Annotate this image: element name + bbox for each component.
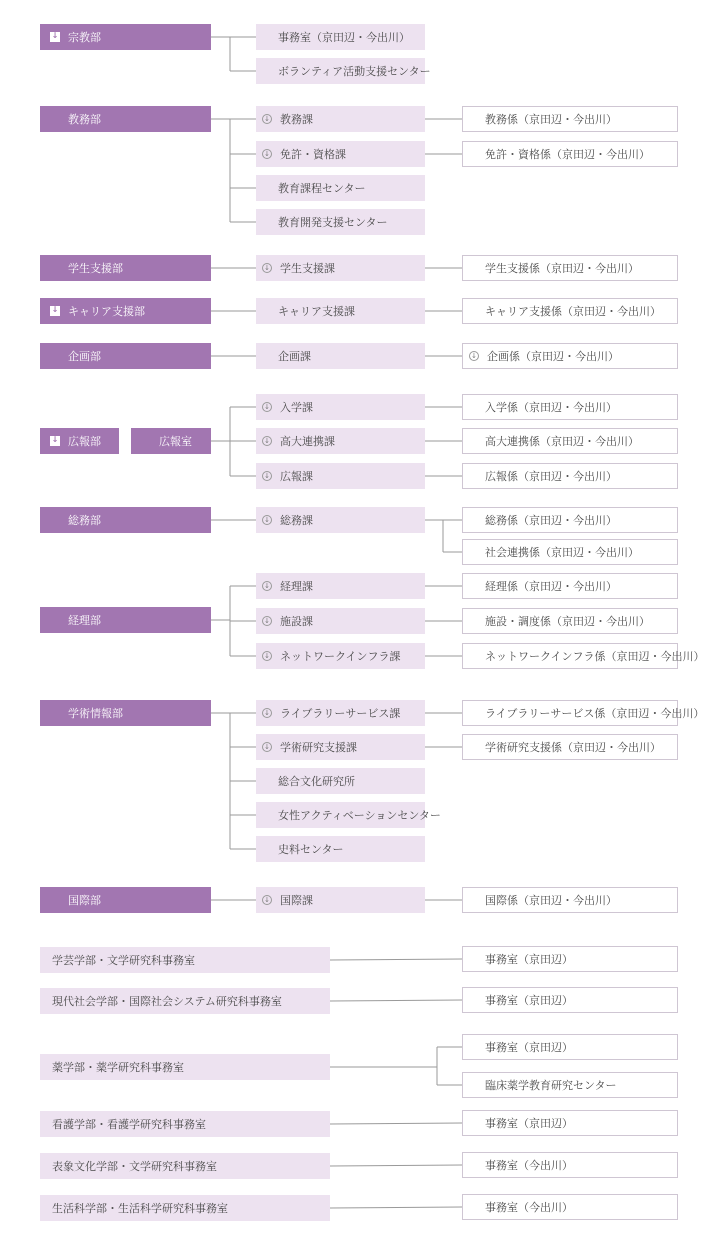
section-box-label: 教育課程センター	[278, 182, 366, 195]
section-box[interactable]	[256, 887, 425, 913]
faculty-office-box-label: 現代社会学部・国際社会システム研究科事務室	[52, 995, 282, 1008]
section-box-label: 教務課	[280, 113, 313, 126]
unit-box	[462, 887, 678, 913]
download-circle-icon[interactable]: ↓	[469, 351, 479, 361]
section-box-label: ネットワークインフラ課	[280, 650, 401, 663]
department-box-label: 教務部	[68, 113, 101, 126]
unit-box	[462, 700, 705, 726]
download-circle-icon[interactable]: ↓	[262, 616, 272, 626]
department-box	[40, 607, 211, 633]
faculty-office-box-label: 学芸学部・文学研究科事務室	[52, 954, 195, 967]
department-box-label: キャリア支援部	[68, 305, 145, 318]
office-box	[131, 428, 211, 454]
section-box-label: 総合文化研究所	[278, 775, 355, 788]
office-box-label: 広報室	[159, 435, 192, 448]
faculty-office-box	[40, 1153, 330, 1179]
department-box-label: 学術情報部	[68, 707, 123, 720]
unit-box-label: ネットワークインフラ係（京田辺・今出川）	[485, 650, 705, 663]
faculty-office-box	[40, 947, 330, 973]
section-box-label: 学生支援課	[280, 262, 335, 275]
unit-box-label: 事務室（京田辺）	[485, 1117, 573, 1130]
section-box[interactable]	[256, 507, 425, 533]
department-box	[40, 255, 211, 281]
section-box	[256, 24, 425, 50]
section-box-label: ボランティア活動支援センター	[278, 65, 431, 78]
section-box-label: 経理課	[280, 580, 313, 593]
unit-box	[462, 946, 678, 972]
section-box[interactable]	[256, 463, 425, 489]
download-circle-icon[interactable]: ↓	[262, 114, 272, 124]
unit-box-label: 事務室（京田辺）	[485, 1041, 573, 1054]
faculty-office-box	[40, 1054, 330, 1080]
faculty-office-box-label: 生活科学部・生活科学研究科事務室	[52, 1202, 228, 1215]
download-circle-icon[interactable]: ↓	[262, 149, 272, 159]
faculty-office-box-label: 看護学部・看護学研究科事務室	[52, 1118, 206, 1131]
section-box-label: 施設課	[280, 615, 313, 628]
connector	[330, 959, 462, 960]
unit-box-label: 教務係（京田辺・今出川）	[485, 113, 617, 126]
unit-box	[462, 1194, 678, 1220]
department-box	[40, 343, 211, 369]
department-box-label: 総務部	[68, 514, 101, 527]
download-circle-icon[interactable]: ↓	[262, 471, 272, 481]
section-box	[256, 802, 441, 828]
section-box[interactable]	[256, 608, 425, 634]
unit-box-label: 事務室（今出川）	[485, 1159, 573, 1172]
department-box	[40, 700, 211, 726]
department-box-label: 企画部	[68, 350, 101, 363]
section-box-label: 企画課	[278, 350, 311, 363]
section-box-label: キャリア支援課	[278, 305, 355, 318]
unit-box-label: 高大連携係（京田辺・今出川）	[485, 435, 639, 448]
unit-box	[462, 1034, 678, 1060]
unit-box	[462, 573, 678, 599]
unit-box	[462, 141, 678, 167]
department-box[interactable]	[40, 428, 119, 454]
connector	[330, 1123, 462, 1124]
unit-box	[462, 1152, 678, 1178]
download-square-icon[interactable]: ↓	[51, 435, 59, 444]
unit-box-label: 総務係（京田辺・今出川）	[485, 514, 617, 527]
unit-box	[462, 1072, 678, 1098]
unit-box-label: 入学係（京田辺・今出川）	[485, 401, 617, 414]
department-box	[40, 887, 211, 913]
download-circle-icon[interactable]: ↓	[262, 263, 272, 273]
department-box-label: 宗教部	[68, 31, 101, 44]
section-box-label: 広報課	[280, 470, 313, 483]
unit-box-label: ライブラリーサービス係（京田辺・今出川）	[485, 707, 705, 720]
section-box[interactable]	[256, 394, 425, 420]
section-box	[256, 836, 425, 862]
section-box-label: 学術研究支援課	[280, 741, 357, 754]
unit-box-label: 学術研究支援係（京田辺・今出川）	[485, 741, 661, 754]
unit-box-label: 事務室（京田辺）	[485, 953, 573, 966]
section-box[interactable]	[256, 106, 425, 132]
faculty-office-box	[40, 1111, 330, 1137]
section-box[interactable]	[256, 428, 425, 454]
connector	[330, 1207, 462, 1208]
section-box	[256, 209, 425, 235]
unit-box	[462, 106, 678, 132]
section-box	[256, 768, 425, 794]
section-box-label: 事務室（京田辺・今出川）	[278, 31, 410, 44]
section-box[interactable]	[256, 141, 425, 167]
unit-box-label: 企画係（京田辺・今出川）	[487, 350, 619, 363]
download-circle-icon[interactable]: ↓	[262, 402, 272, 412]
department-box-label: 広報部	[68, 435, 101, 448]
download-circle-icon[interactable]: ↓	[262, 651, 272, 661]
connector	[330, 1165, 462, 1166]
department-box-label: 学生支援部	[68, 262, 123, 275]
section-box-label: 総務課	[280, 514, 313, 527]
section-box-label: ライブラリーサービス課	[280, 707, 401, 720]
department-box	[40, 507, 211, 533]
unit-box	[462, 1110, 678, 1136]
section-box-label: 高大連携課	[280, 435, 335, 448]
faculty-office-box-label: 表象文化学部・文学研究科事務室	[52, 1160, 217, 1173]
unit-box-label: 学生支援係（京田辺・今出川）	[485, 262, 639, 275]
download-circle-icon[interactable]: ↓	[262, 581, 272, 591]
department-box[interactable]	[40, 298, 211, 324]
section-box-label: 国際課	[280, 894, 313, 907]
department-box-label: 国際部	[68, 894, 101, 907]
unit-box-label: 事務室（今出川）	[485, 1201, 573, 1214]
unit-box-label: 施設・調度係（京田辺・今出川）	[485, 615, 650, 628]
unit-box[interactable]	[462, 343, 678, 369]
unit-box	[462, 987, 678, 1013]
department-box	[40, 106, 211, 132]
faculty-office-box-label: 薬学部・薬学研究科事務室	[52, 1061, 184, 1074]
download-circle-icon[interactable]: ↓	[262, 895, 272, 905]
unit-box	[462, 463, 678, 489]
section-box[interactable]	[256, 700, 425, 726]
faculty-office-box	[40, 1195, 330, 1221]
unit-box-label: 広報係（京田辺・今出川）	[485, 470, 617, 483]
section-box[interactable]	[256, 643, 425, 669]
department-box[interactable]	[40, 24, 211, 50]
section-box[interactable]	[256, 255, 425, 281]
section-box-label: 免許・資格課	[280, 148, 346, 161]
download-circle-icon[interactable]: ↓	[262, 436, 272, 446]
unit-box	[462, 394, 678, 420]
unit-box	[462, 428, 678, 454]
section-box	[256, 343, 425, 369]
download-square-icon[interactable]: ↓	[51, 31, 59, 40]
unit-box	[462, 298, 678, 324]
unit-box-label: 国際係（京田辺・今出川）	[485, 894, 617, 907]
connector	[330, 1000, 462, 1001]
unit-box-label: 社会連携係（京田辺・今出川）	[485, 546, 639, 559]
section-box	[256, 58, 431, 84]
unit-box	[462, 539, 678, 565]
download-circle-icon[interactable]: ↓	[262, 708, 272, 718]
section-box-label: 入学課	[280, 401, 313, 414]
unit-box-label: 経理係（京田辺・今出川）	[485, 580, 617, 593]
download-circle-icon[interactable]: ↓	[262, 742, 272, 752]
unit-box	[462, 507, 678, 533]
download-square-icon[interactable]: ↓	[51, 305, 59, 314]
section-box	[256, 298, 425, 324]
section-box-label: 史料センター	[278, 843, 344, 856]
unit-box-label: 事務室（京田辺）	[485, 994, 573, 1007]
unit-box	[462, 255, 678, 281]
section-box-label: 女性アクティベーションセンター	[278, 809, 441, 822]
section-box	[256, 175, 425, 201]
unit-box-label: キャリア支援係（京田辺・今出川）	[485, 305, 661, 318]
unit-box	[462, 734, 678, 760]
unit-box-label: 免許・資格係（京田辺・今出川）	[485, 148, 650, 161]
unit-box-label: 臨床薬学教育研究センター	[485, 1079, 617, 1092]
download-circle-icon[interactable]: ↓	[262, 515, 272, 525]
faculty-office-box	[40, 988, 330, 1014]
section-box[interactable]	[256, 734, 425, 760]
unit-box	[462, 643, 705, 669]
section-box[interactable]	[256, 573, 425, 599]
unit-box	[462, 608, 678, 634]
department-box-label: 経理部	[68, 614, 101, 627]
section-box-label: 教育開発支援センター	[278, 216, 388, 229]
